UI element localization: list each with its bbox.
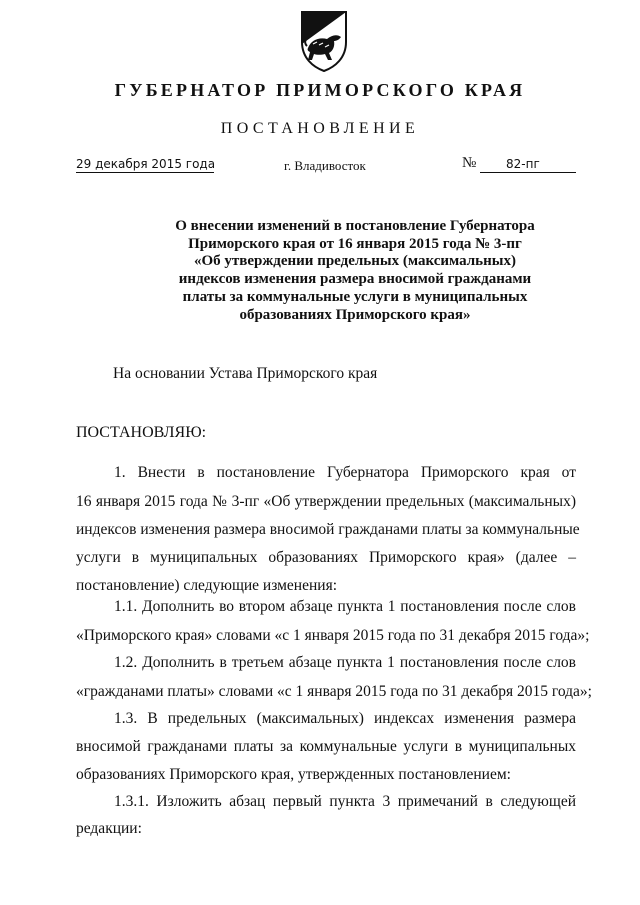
paragraph-line: 16 января 2015 года № 3-пг «Об утверждении предельных (максимальных) — [76, 493, 576, 510]
subject-line: индексов изменения размера вносимой гражданами — [178, 271, 532, 288]
paragraph-line: услуги в муниципальных образованиях Приморского края» (далее – — [76, 549, 576, 566]
subject-line: О внесении изменений в постановление Губернатора — [175, 218, 535, 234]
subject-line: Приморского края от 16 января 2015 года № 3-пг — [188, 235, 522, 252]
legal-basis: На основании Устава Приморского края — [113, 365, 378, 382]
paragraph-line: 1.3. В предельных (максимальных) индексах изменения размера — [114, 710, 576, 727]
paragraph-line: индексов изменения размера вносимой гражданами платы за коммунальные — [76, 521, 580, 538]
paragraph-line: 1.3.1. Изложить абзац первый пункта 3 примечаний в следующей — [114, 793, 576, 810]
paragraph-line: 1.1. Дополнить во втором абзаце пункта 1 постановления после слов — [114, 598, 576, 615]
document-date: 29 декабря 2015 года — [76, 157, 216, 171]
document-subject — [130, 218, 580, 324]
paragraph-line: «гражданами платы» словами «с 1 января 2015 года по 31 декабря 2015 года»; — [76, 683, 592, 700]
paragraph-line: «Приморского края» словами «с 1 января 2015 года по 31 декабря 2015 года»; — [76, 627, 590, 644]
document-type: ПОСТАНОВЛЕНИЕ — [220, 120, 420, 137]
paragraph-line: редакции: — [76, 820, 142, 837]
paragraph-line: образованиях Приморского края, утвержденных постановлением: — [76, 766, 511, 783]
decree-heading: ПОСТАНОВЛЯЮ: — [76, 424, 207, 441]
paragraph-line: 1.2. Дополнить в третьем абзаце пункта 1 постановления после слов — [114, 654, 576, 671]
subject-line: «Об утверждении предельных (максимальных) — [194, 253, 516, 270]
primorsky-coat-of-arms-icon — [299, 10, 349, 72]
paragraph-line: постановление) следующие изменения: — [76, 577, 338, 594]
subject-line: образованиях Приморского края» — [239, 306, 471, 323]
org-title: ГУБЕРНАТОР ПРИМОРСКОГО КРАЯ — [114, 80, 526, 100]
paragraph-line: вносимой гражданами платы за коммунальные услуги в муниципальных — [76, 738, 576, 755]
number-sign: № — [462, 155, 477, 171]
document-city: г. Владивосток — [284, 158, 366, 173]
subject-line: платы за коммунальные услуги в муниципальных — [182, 288, 528, 305]
document-number: 82-пг — [480, 157, 576, 173]
paragraph-line: 1. Внести в постановление Губернатора Приморского края от — [114, 464, 576, 481]
